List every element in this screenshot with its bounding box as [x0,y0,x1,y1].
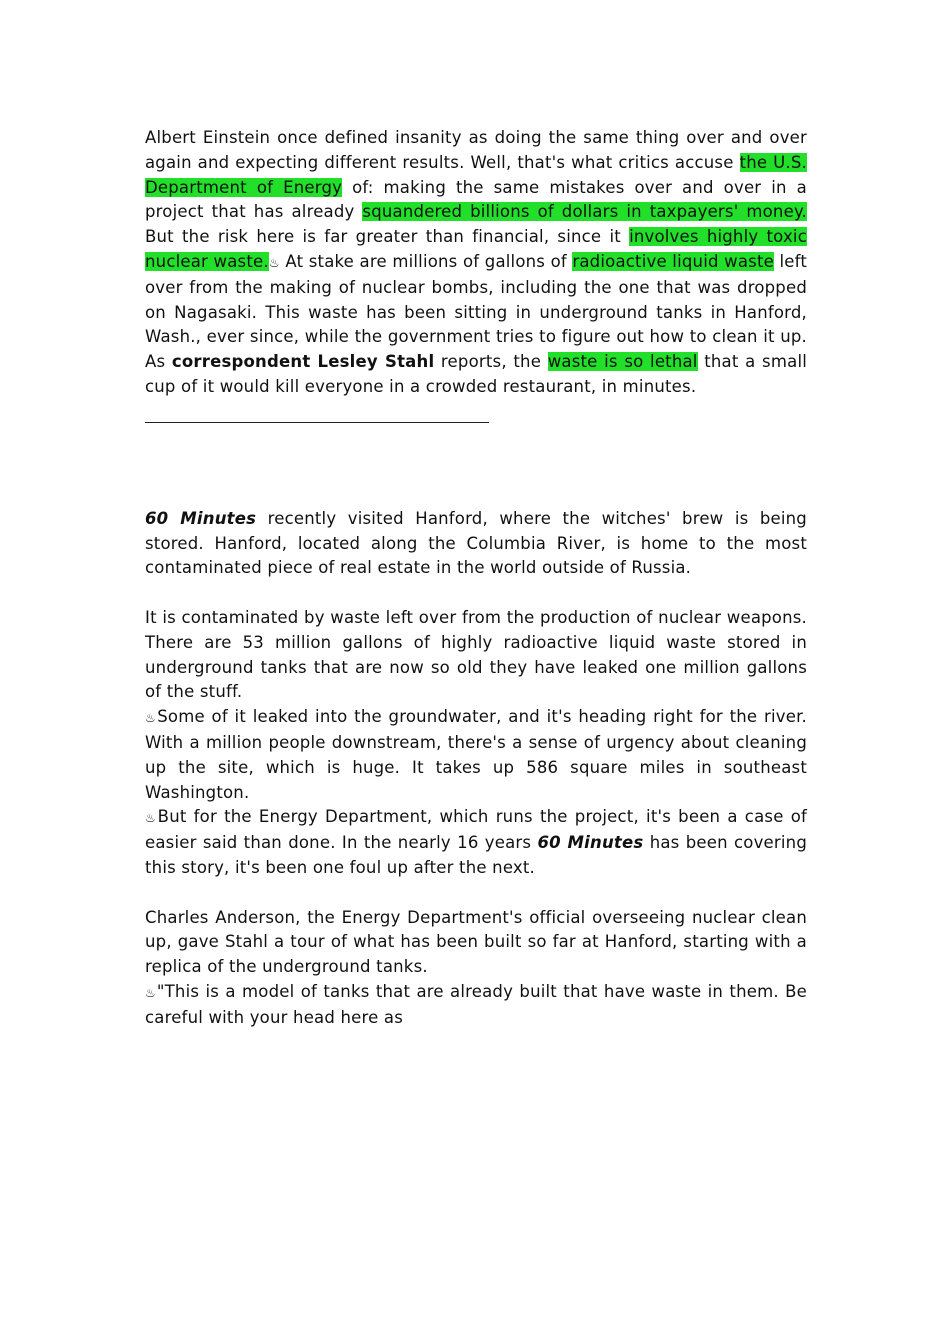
paragraph-mark-icon: ♨ [145,711,158,726]
text: that a small cup of it would kill everyone in a crowded restaurant, in minutes. [145,352,808,396]
text: Charles Anderson, the Energy Department's official overseeing nuclear clean up, gave Stahl a tour of what has been built so far at Hanford, starting with a replica of the underground tanks. [145,907,807,977]
paragraph-anderson [145,906,807,980]
spacer [145,881,807,906]
spacer [145,423,807,507]
paragraph-quote [145,980,807,1031]
paragraph-hanford-visit [145,507,807,581]
paragraph-mark-icon: ♨ [268,255,280,270]
text: has been covering this story, it's been one foul up after the next. [145,833,807,877]
text: At stake are millions of gallons of [279,251,573,271]
paragraph-energy-dept [145,805,807,880]
paragraph-groundwater [145,705,807,805]
paragraph-contamination [145,606,807,705]
text: Albert Einstein once defined insanity as doing the same thing over and over again and expecting different results. Well, that's what critics accuse [145,128,807,172]
spacer [145,581,807,606]
show-title: 60 Minutes [537,833,644,853]
text: reports, the [434,352,548,372]
text: But for the Energy Department, which runs the project, it's been a case of easier said than done. In the nearly 16 years [145,807,807,853]
show-title: 60 Minutes [145,508,257,528]
highlight: waste is so lethal [547,352,698,372]
highlight: radioactive liquid waste [572,251,774,271]
highlight: squandered billions of dollars in taxpayers' money. [362,202,807,222]
text: left over from the making of nuclear bombs, including the one that was dropped on Nagasaki. This waste has been sitting in underground tanks in Hanford, Wash., ever since, while the government tries to figure out how to clean it up. As [145,251,808,372]
paragraph-mark-icon: ♨ [145,811,158,826]
text: of: making the same mistakes over and over in a project that has already [145,177,807,222]
text: Some of it leaked into the groundwater, and it's heading right for the river. With a million people downstream, there's a sense of urgency about cleaning up the site, which is huge. It takes up 586 square miles in southeast Washington. [145,707,807,802]
highlight: the U.S. Department of Energy [145,152,807,197]
text: It is contaminated by waste left over from the production of nuclear weapons. There are 53 million gallons of highly radioactive liquid waste stored in underground tanks that are now so old they have leaked one million gallons of the stuff. [145,607,807,702]
text: But the risk here is far greater than financial, since it [145,227,630,247]
paragraph-intro [145,126,807,400]
paragraph-mark-icon: ♨ [145,985,157,1000]
text: recently visited Hanford, where the witches' brew is being stored. Hanford, located along the Columbia River, is home to the most contaminated piece of real estate in the world outside of Russia. [145,508,807,578]
text: "This is a model of tanks that are already built that have waste in them. Be careful with your head here as [145,981,807,1027]
bold-text: correspondent Lesley Stahl [171,352,435,372]
document-body [145,126,807,1031]
highlight: involves highly toxic nuclear waste. [145,227,807,271]
